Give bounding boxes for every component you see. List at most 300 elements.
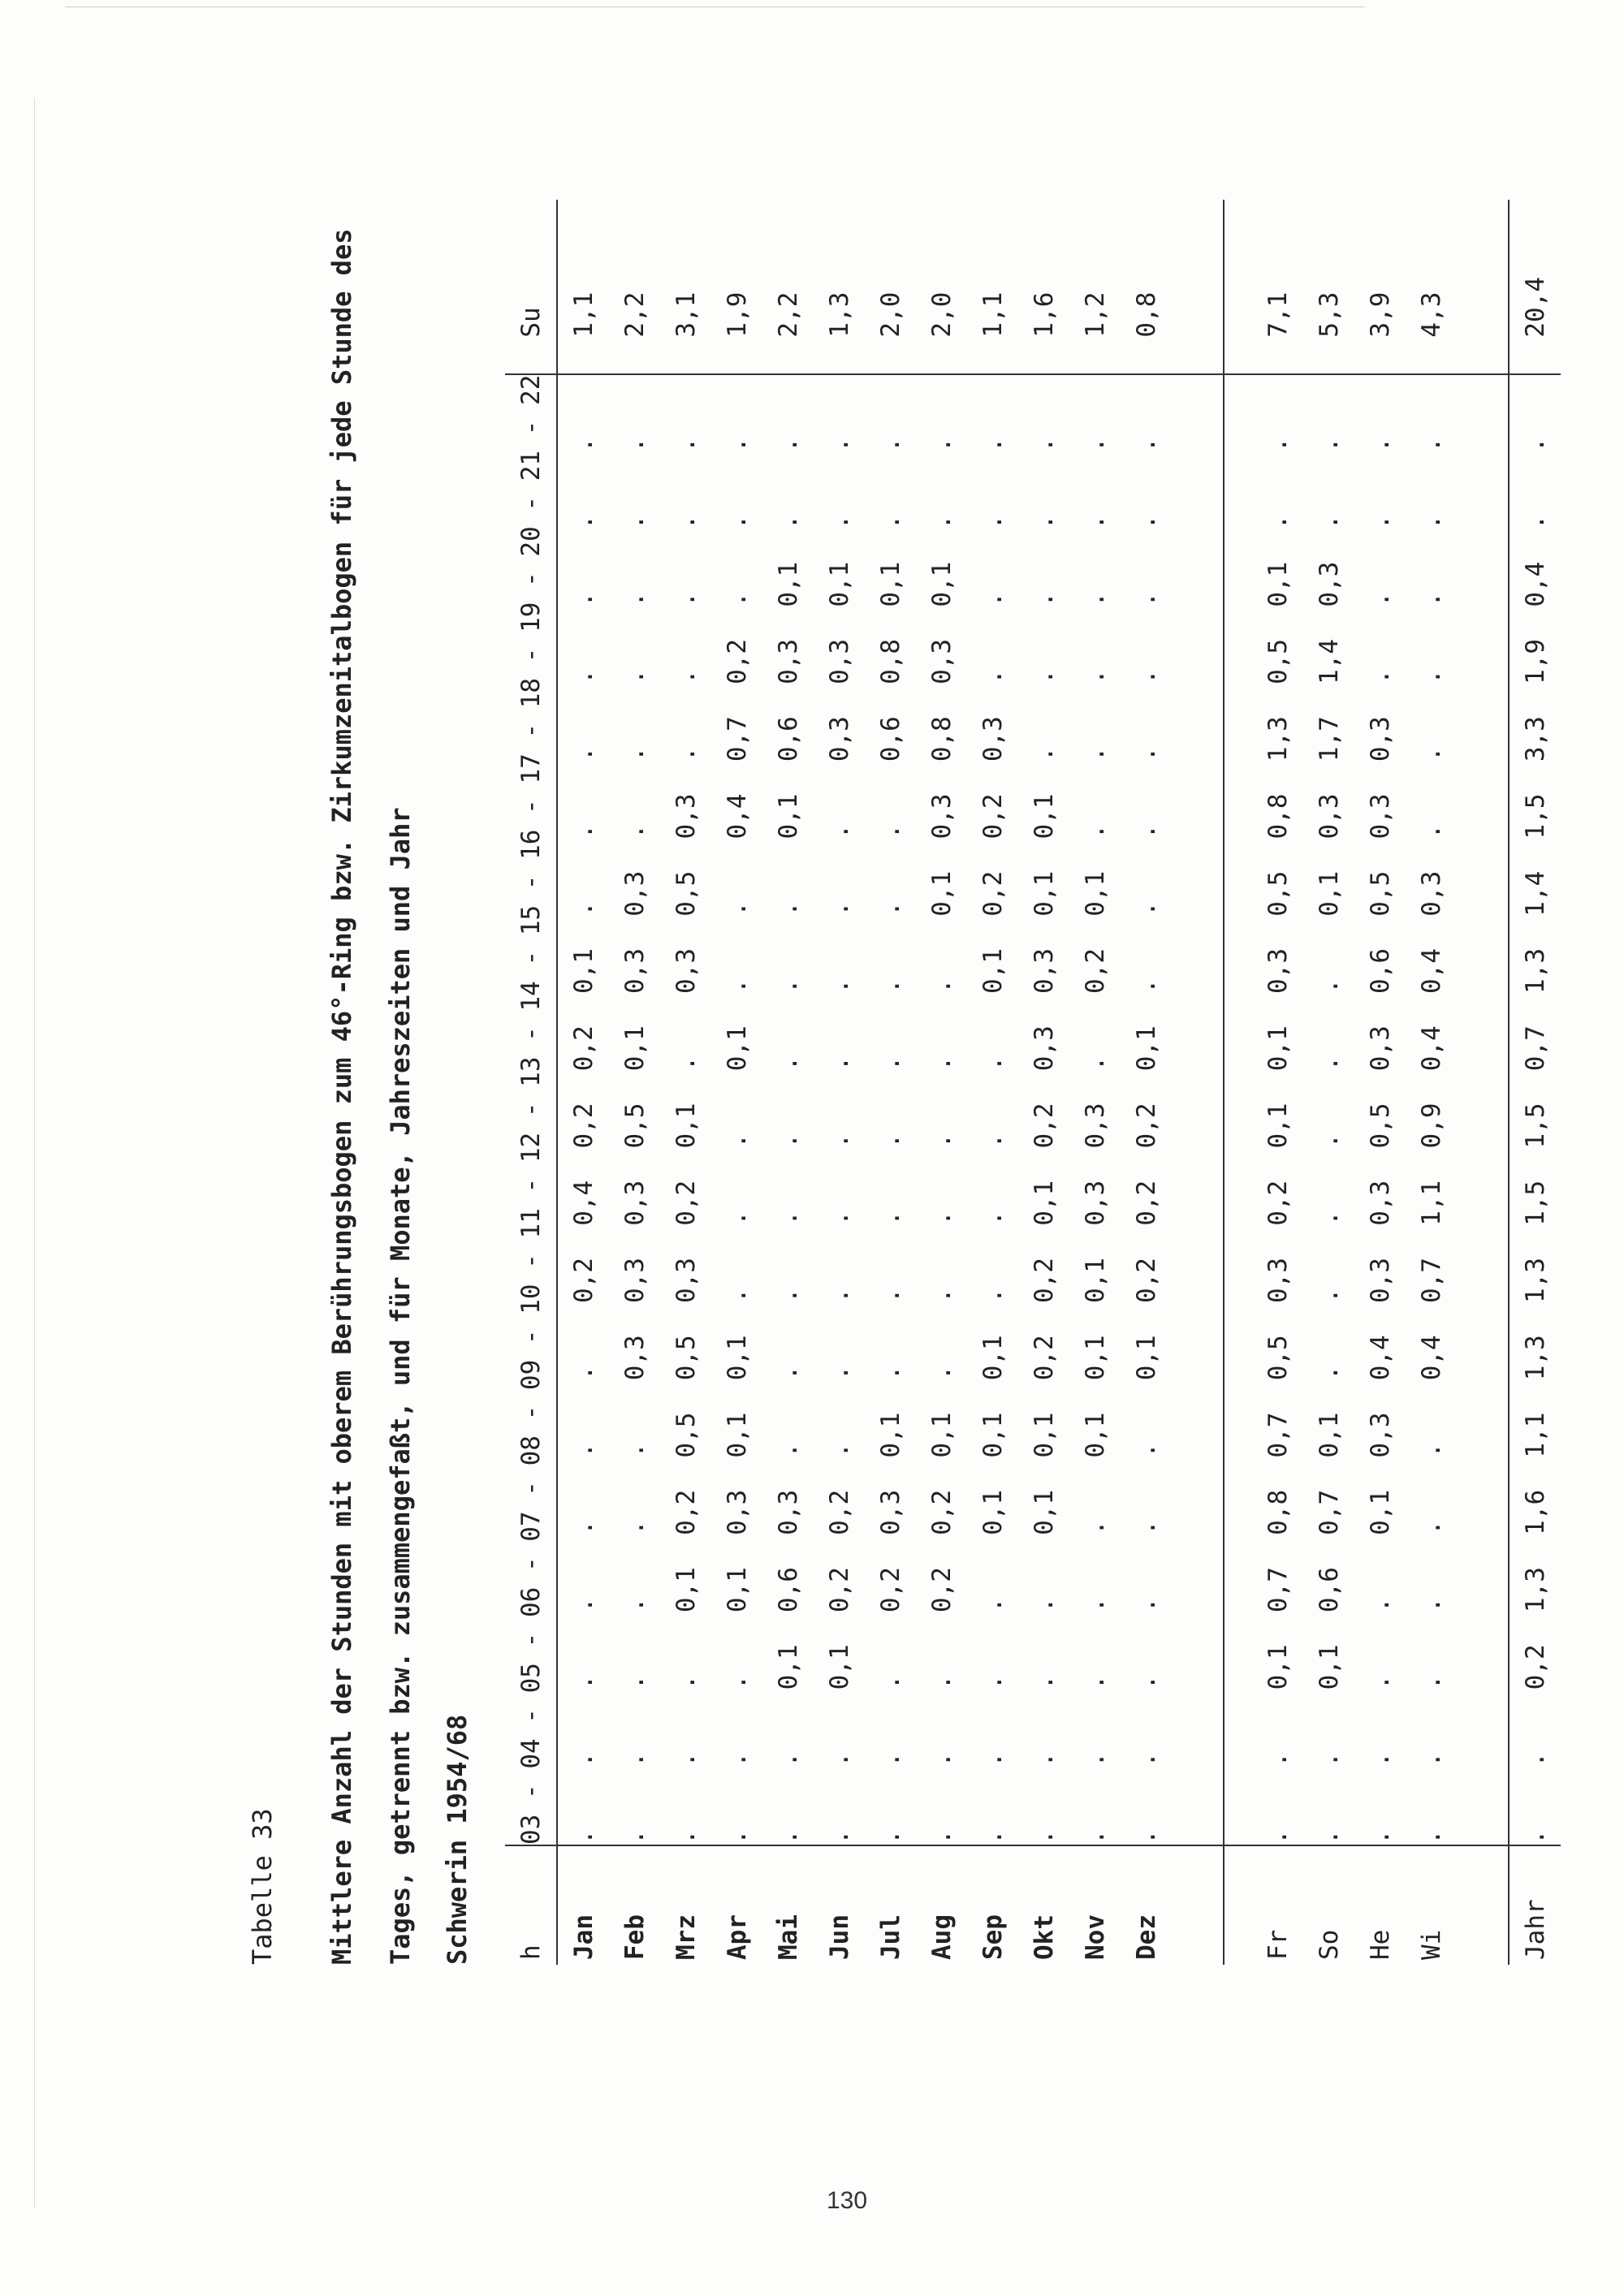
value-cell: . (722, 514, 752, 530)
value-cell: . (1080, 514, 1110, 530)
value-cell: . (1509, 1767, 1561, 1845)
table-row (1354, 200, 1406, 1965)
sum-cell: 4,3 (1406, 200, 1457, 374)
value-cell: 0,4 (1416, 1025, 1446, 1072)
value-cell: . (1520, 1751, 1550, 1767)
header-h: h (505, 1845, 557, 1965)
value-cell: . (568, 437, 598, 453)
value-cell: . (1131, 1520, 1161, 1535)
value-cell: . (671, 1055, 701, 1072)
table-label: Tabelle 33 (247, 1808, 278, 1965)
value-cell: 0,3 (1365, 1412, 1395, 1458)
value-cell: 0,1 (1029, 1412, 1059, 1458)
sum-cell: 1,3 (814, 200, 865, 374)
table-row (814, 200, 865, 1965)
value-cell: . (1314, 1055, 1344, 1072)
value-cell: 0,3 (620, 947, 650, 994)
value-cell: . (926, 1133, 957, 1149)
sum-cell: 1,1 (967, 200, 1018, 374)
value-cell: . (875, 978, 905, 994)
value-cell: . (926, 437, 957, 453)
value-cell: 0,6 (1314, 1567, 1344, 1613)
value-cell: . (865, 1767, 916, 1845)
value-cell: . (722, 437, 752, 453)
value-cell: 1,7 (1314, 716, 1344, 762)
value-cell: 0,1 (773, 1644, 803, 1690)
value-cell: . (660, 1767, 711, 1845)
sum-cell: 0,8 (1121, 200, 1172, 374)
value-cell: 1,5 (1520, 1103, 1550, 1149)
value-cell: . (1365, 1751, 1395, 1767)
value-cell: . (875, 1055, 905, 1072)
value-cell: 0,5 (671, 870, 701, 917)
value-cell: 0,3 (1365, 716, 1395, 762)
sum-cell: 2,2 (762, 200, 814, 374)
value-cell: . (711, 1767, 762, 1845)
value-cell: . (620, 437, 650, 453)
value-cell: . (620, 591, 650, 607)
table-row (916, 200, 967, 1965)
value-cell: . (722, 1674, 752, 1690)
value-cell: . (671, 437, 701, 453)
value-cell: . (1520, 437, 1550, 453)
table-row (1121, 200, 1172, 1965)
value-cell: . (568, 669, 598, 684)
value-cell: . (1080, 591, 1110, 607)
value-cell: . (1416, 514, 1446, 530)
value-cell: . (568, 746, 598, 762)
sum-cell: 2,0 (916, 200, 967, 374)
value-cell: . (620, 514, 650, 530)
value-cell: 0,2 (722, 638, 752, 684)
value-cell: 0,3 (1314, 561, 1344, 607)
value-cell: . (875, 437, 905, 453)
value-cell: 0,2 (1029, 1103, 1059, 1149)
value-cell: . (1018, 1767, 1069, 1845)
value-cell: 0,3 (620, 1335, 650, 1381)
value-cell: . (824, 1751, 854, 1767)
value-cell: . (1314, 1211, 1344, 1226)
value-cell: . (978, 437, 1008, 453)
value-cell: 0,1 (1263, 1103, 1293, 1149)
value-cell: 0,2 (1029, 1258, 1059, 1304)
value-cell: 0,1 (722, 1412, 752, 1458)
value-cell: 3,3 (1520, 716, 1550, 762)
sum-cell: 1,2 (1069, 200, 1121, 374)
value-cell: 0,9 (1416, 1103, 1446, 1149)
value-cell: . (824, 1133, 854, 1149)
value-cell: 0,1 (1314, 870, 1344, 917)
value-cell: 0,3 (773, 1489, 803, 1535)
value-cell: . (824, 1365, 854, 1381)
value-cell: . (814, 1767, 865, 1845)
value-cell: 1,5 (1520, 1180, 1550, 1226)
value-cell: 0,4 (1365, 1335, 1395, 1381)
value-cell: . (1131, 746, 1161, 762)
value-cell: 0,1 (978, 1412, 1008, 1458)
value-cell: 0,1 (1131, 1025, 1161, 1072)
table-body (557, 200, 1561, 1965)
value-cell: . (978, 1055, 1008, 1072)
table-row (762, 200, 814, 1965)
row-label: Jahr (1520, 1899, 1550, 1960)
value-cell: . (1080, 1055, 1110, 1072)
value-cell: 0,1 (824, 1644, 854, 1690)
value-cell: . (620, 1674, 650, 1690)
value-cell: 0,2 (671, 1489, 701, 1535)
value-cell: 0,3 (1029, 1025, 1059, 1072)
value-cell: . (1131, 1674, 1161, 1690)
value-cell: . (1029, 669, 1059, 684)
value-cell: . (1080, 437, 1110, 453)
value-cell: . (978, 1133, 1008, 1149)
value-cell: . (1416, 1751, 1446, 1767)
value-cell: . (1131, 514, 1161, 530)
value-cell: . (557, 1767, 609, 1845)
row-label: Wi (1416, 1929, 1446, 1960)
value-cell: . (926, 1751, 957, 1767)
header-row (505, 200, 557, 1965)
value-cell: 0,3 (1314, 793, 1344, 839)
value-cell: . (671, 746, 701, 762)
data-table (505, 200, 1561, 1965)
value-cell: 0,8 (926, 716, 957, 762)
value-cell: 0,2 (824, 1567, 854, 1613)
header-su: Su (505, 200, 557, 374)
value-cell: 0,3 (671, 947, 701, 994)
value-cell: . (978, 669, 1008, 684)
value-cell: 0,3 (978, 716, 1008, 762)
row-label: Okt (1029, 1914, 1059, 1960)
value-cell: 1,4 (1314, 638, 1344, 684)
value-cell: . (824, 1288, 854, 1304)
value-cell: . (967, 1767, 1018, 1845)
value-cell: 0,3 (1365, 1025, 1395, 1072)
sum-cell: 3,1 (660, 200, 711, 374)
value-cell: 0,1 (875, 561, 905, 607)
value-cell: . (773, 1055, 803, 1072)
table-row (1509, 200, 1561, 1965)
scan-edge-left (34, 97, 35, 2208)
value-cell: . (609, 1767, 660, 1845)
value-cell: . (1314, 1365, 1344, 1381)
value-cell: 0,1 (1314, 1644, 1344, 1690)
value-cell: 0,1 (722, 1567, 752, 1613)
sum-cell: 3,9 (1354, 200, 1406, 374)
value-cell: . (978, 1751, 1008, 1767)
value-cell: 0,4 (568, 1180, 598, 1226)
value-cell: . (1029, 514, 1059, 530)
value-cell: . (773, 1751, 803, 1767)
value-cell: . (568, 1365, 598, 1381)
value-cell: . (1080, 746, 1110, 762)
row-label: Sep (978, 1914, 1008, 1960)
value-cell: . (762, 1767, 814, 1845)
value-cell: 1,1 (1416, 1180, 1446, 1226)
value-cell: . (875, 1365, 905, 1381)
table-row (967, 200, 1018, 1965)
value-cell: 0,1 (1365, 1489, 1395, 1535)
value-cell: 0,3 (620, 1258, 650, 1304)
value-cell: . (926, 514, 957, 530)
value-cell: . (875, 1751, 905, 1767)
value-cell: 1,1 (1520, 1412, 1550, 1458)
value-cell: 1,3 (1520, 1335, 1550, 1381)
value-cell: 0,5 (1263, 638, 1293, 684)
value-cell: . (722, 1133, 752, 1149)
value-cell: . (1416, 1674, 1446, 1690)
value-cell: 1,3 (1520, 1258, 1550, 1304)
value-cell: 0,2 (1263, 1180, 1293, 1226)
value-cell: 0,1 (1080, 1412, 1110, 1458)
value-cell: . (620, 1751, 650, 1767)
row-label: Jun (824, 1914, 854, 1960)
value-cell: . (773, 514, 803, 530)
table-row (660, 200, 711, 1965)
value-cell: . (568, 1751, 598, 1767)
value-cell: . (1354, 1767, 1406, 1845)
value-cell: 0,3 (1365, 1180, 1395, 1226)
value-cell: 0,3 (620, 1180, 650, 1226)
value-cell: 0,3 (1080, 1180, 1110, 1226)
value-cell: . (978, 1597, 1008, 1613)
value-cell: 0,2 (671, 1180, 701, 1226)
value-cell: 0,3 (1365, 793, 1395, 839)
value-cell: . (926, 978, 957, 994)
value-cell: 0,1 (773, 561, 803, 607)
value-cell: . (722, 1211, 752, 1226)
value-cell: . (773, 1365, 803, 1381)
table-row (1224, 200, 1303, 1965)
value-cell: . (1131, 901, 1161, 917)
value-cell: . (568, 1520, 598, 1535)
row-label: He (1365, 1929, 1395, 1960)
value-cell: . (1029, 1597, 1059, 1613)
value-cell: . (620, 669, 650, 684)
value-cell: . (1365, 437, 1395, 453)
value-cell: . (773, 1211, 803, 1226)
value-cell: . (1029, 591, 1059, 607)
value-cell: . (824, 1055, 854, 1072)
value-cell: 0,6 (773, 716, 803, 762)
caption-line-1: Mittlere Anzahl der Stunden mit oberem Berührungsbogen zum 46°-Ring bzw. Zirkumzenitalbogen für jede Stunde des (326, 228, 357, 1965)
value-cell: 0,5 (620, 1103, 650, 1149)
value-cell: . (824, 1211, 854, 1226)
value-cell: 0,2 (568, 1103, 598, 1149)
value-cell: . (1520, 514, 1550, 530)
value-cell: . (1314, 978, 1344, 994)
value-cell: . (1416, 669, 1446, 684)
value-cell: 0,1 (773, 793, 803, 839)
value-cell: 0,5 (671, 1412, 701, 1458)
value-cell: 0,1 (722, 1025, 752, 1072)
row-label: So (1314, 1929, 1344, 1960)
value-cell: . (926, 1674, 957, 1690)
value-cell: 0,1 (568, 947, 598, 994)
value-cell: 0,1 (875, 1412, 905, 1458)
row-label: Apr (722, 1914, 752, 1960)
value-cell: . (875, 1288, 905, 1304)
value-cell: . (1263, 514, 1293, 530)
value-cell: 1,6 (1520, 1489, 1550, 1535)
value-cell: . (671, 1674, 701, 1690)
value-cell: . (875, 1674, 905, 1690)
value-cell: 0,3 (671, 1258, 701, 1304)
value-cell: 0,1 (978, 947, 1008, 994)
value-cell: . (978, 1288, 1008, 1304)
value-cell: . (1080, 669, 1110, 684)
value-cell: 0,6 (1365, 947, 1395, 994)
value-cell: 0,1 (1029, 1489, 1059, 1535)
value-cell: 0,4 (1416, 1335, 1446, 1381)
value-cell: 0,1 (671, 1103, 701, 1149)
value-cell: 0,2 (978, 793, 1008, 839)
value-cell: . (722, 901, 752, 917)
value-cell: . (620, 1520, 650, 1535)
value-cell: . (1365, 669, 1395, 684)
value-cell: . (671, 514, 701, 530)
value-cell: 0,1 (1080, 1258, 1110, 1304)
value-cell: . (978, 514, 1008, 530)
table-row (711, 200, 762, 1965)
section-divider (1172, 200, 1224, 1965)
value-cell: 0,1 (722, 1335, 752, 1381)
value-cell: . (1131, 823, 1161, 839)
value-cell: 1,5 (1520, 793, 1550, 839)
value-cell: 0,2 (568, 1258, 598, 1304)
value-cell: . (1303, 1767, 1354, 1845)
value-cell: 0,3 (1263, 947, 1293, 994)
value-cell: . (824, 514, 854, 530)
value-cell: 0,2 (1131, 1103, 1161, 1149)
row-label: Feb (620, 1914, 650, 1960)
value-cell: . (1029, 1674, 1059, 1690)
value-cell: . (1121, 1767, 1172, 1845)
value-cell: . (978, 591, 1008, 607)
sum-cell: 1,6 (1018, 200, 1069, 374)
value-cell: 0,2 (1080, 947, 1110, 994)
value-cell: 0,3 (671, 793, 701, 839)
value-cell: . (722, 1288, 752, 1304)
value-cell: . (875, 823, 905, 839)
row-label: Aug (926, 1914, 957, 1960)
scan-edge-top (65, 6, 1364, 7)
value-cell: 0,5 (1263, 870, 1293, 917)
value-cell: 0,1 (926, 561, 957, 607)
value-cell: 0,1 (926, 1412, 957, 1458)
value-cell: . (620, 823, 650, 839)
value-cell: . (1416, 746, 1446, 762)
value-cell: . (1224, 1767, 1303, 1845)
value-cell: . (1029, 437, 1059, 453)
value-cell: 0,1 (926, 870, 957, 917)
header-hours: 03 - 04 - 05 - 06 - 07 - 08 - 09 - 10 - 11 - 12 - 13 - 14 - 15 - 16 - 17 - 18 - 19 - 20 - 21 - 22 (505, 374, 557, 1845)
value-cell: . (978, 1211, 1008, 1226)
value-cell: . (773, 901, 803, 917)
value-cell: . (1314, 514, 1344, 530)
value-cell: 0,3 (824, 716, 854, 762)
value-cell: 0,1 (1029, 1180, 1059, 1226)
value-cell: . (926, 1365, 957, 1381)
value-cell: 0,7 (1263, 1567, 1293, 1613)
value-cell: 0,3 (1365, 1258, 1395, 1304)
value-cell: . (1314, 1751, 1344, 1767)
value-cell: . (1365, 1674, 1395, 1690)
value-cell: . (773, 1288, 803, 1304)
value-cell: . (722, 591, 752, 607)
value-cell: . (1080, 1597, 1110, 1613)
value-cell: . (773, 1442, 803, 1458)
value-cell: 0,1 (1263, 1025, 1293, 1072)
sum-cell: 1,1 (557, 200, 609, 374)
value-cell: . (875, 901, 905, 917)
value-cell: 0,7 (722, 716, 752, 762)
caption-line-2: Tages, getrennt bzw. zusammengefaßt, und für Monate, Jahreszeiten und Jahr (385, 807, 416, 1965)
value-cell: 0,7 (1416, 1258, 1446, 1304)
value-cell: 0,2 (568, 1025, 598, 1072)
value-cell: 0,3 (1263, 1258, 1293, 1304)
value-cell: . (1080, 823, 1110, 839)
value-cell: . (671, 669, 701, 684)
value-cell: . (568, 823, 598, 839)
value-cell: . (916, 1767, 967, 1845)
table-row (1406, 200, 1457, 1965)
value-cell: . (1416, 823, 1446, 839)
value-cell: 0,2 (875, 1567, 905, 1613)
value-cell: 0,3 (722, 1489, 752, 1535)
table-row (1303, 200, 1354, 1965)
value-cell: . (568, 514, 598, 530)
value-cell: . (824, 823, 854, 839)
value-cell: . (1069, 1767, 1121, 1845)
value-cell: 0,2 (926, 1567, 957, 1613)
value-cell: 1,4 (1520, 870, 1550, 917)
value-cell: 0,2 (1029, 1335, 1059, 1381)
value-cell: . (773, 437, 803, 453)
value-cell: . (926, 1288, 957, 1304)
value-cell: 0,3 (824, 638, 854, 684)
row-label: Jan (568, 1914, 598, 1960)
value-cell: . (773, 978, 803, 994)
value-cell: 0,6 (773, 1567, 803, 1613)
value-cell: . (1131, 1597, 1161, 1613)
value-cell: . (824, 901, 854, 917)
value-cell: 0,2 (1131, 1258, 1161, 1304)
value-cell: . (568, 1674, 598, 1690)
value-cell: 0,8 (875, 638, 905, 684)
value-cell: 0,1 (978, 1489, 1008, 1535)
value-cell: . (722, 978, 752, 994)
value-cell: 0,1 (1314, 1412, 1344, 1458)
value-cell: . (824, 1442, 854, 1458)
value-cell: 1,9 (1520, 638, 1550, 684)
value-cell: 0,1 (824, 561, 854, 607)
value-cell: . (620, 746, 650, 762)
value-cell: 0,1 (671, 1567, 701, 1613)
value-cell: 0,2 (824, 1489, 854, 1535)
value-cell: 1,3 (1520, 947, 1550, 994)
table-row (1018, 200, 1069, 1965)
value-cell: 0,3 (1416, 870, 1446, 917)
value-cell: . (1416, 591, 1446, 607)
sum-cell: 5,3 (1303, 200, 1354, 374)
sum-cell: 7,1 (1224, 200, 1303, 374)
value-cell: . (620, 1442, 650, 1458)
value-cell: 1,3 (1263, 716, 1293, 762)
value-cell: . (1080, 1751, 1110, 1767)
value-cell: 0,1 (1263, 561, 1293, 607)
value-cell: . (875, 514, 905, 530)
